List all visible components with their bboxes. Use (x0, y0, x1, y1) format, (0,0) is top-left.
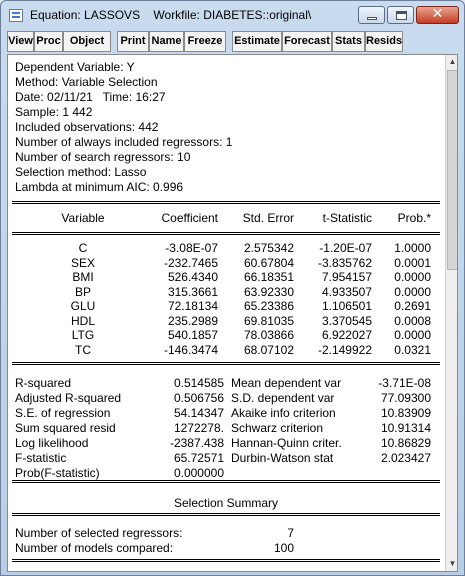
prob-cell: 0.0000 (394, 328, 431, 342)
header-line: Method: Variable Selection (15, 75, 158, 89)
variable-cell: LTG (71, 328, 95, 342)
resids-button[interactable]: Resids (365, 31, 403, 52)
column-header: Prob.* (397, 211, 431, 225)
close-button[interactable] (416, 6, 459, 24)
scrollbar-thumb[interactable] (447, 70, 458, 270)
table-rule (12, 559, 440, 562)
t-statistic-cell: 4.933507 (321, 284, 372, 299)
stat-label: S.E. of regression (15, 406, 111, 420)
coefficient-cell: 72.18134 (167, 299, 218, 313)
stat-value: 10.86829 (380, 436, 431, 450)
column-header: Variable (61, 211, 105, 225)
header-line: Sample: 1 442 (15, 105, 93, 119)
t-statistic-cell: -1.20E-07 (319, 241, 372, 255)
std-error-cell: 60.67804 (243, 255, 294, 270)
std-error-cell: 68.07102 (243, 342, 294, 357)
output-panel[interactable] (7, 54, 458, 572)
variable-cell: BP (74, 284, 91, 299)
prob-cell: 0.0321 (394, 342, 431, 357)
summary-label: Number of models compared: (15, 541, 174, 555)
t-statistic-cell: -2.149922 (317, 342, 372, 357)
stat-value: 2.023427 (380, 451, 431, 465)
stat-label: Prob(F-statistic) (15, 466, 100, 480)
t-statistic-cell: 3.370545 (321, 313, 372, 328)
stat-value: 0.000000 (173, 466, 224, 480)
prob-cell: 0.0008 (394, 313, 431, 328)
coefficient-cell: -3.08E-07 (165, 241, 218, 255)
table-rule (12, 362, 440, 365)
stat-label: Log likelihood (15, 436, 89, 450)
variable-cell: GLU (70, 299, 96, 313)
std-error-cell: 78.03866 (243, 328, 294, 342)
table-rule (12, 232, 440, 235)
stat-label: R-squared (15, 376, 72, 390)
stat-value: 1272278. (173, 421, 224, 435)
scroll-down-arrow-icon[interactable]: ▼ (448, 559, 457, 568)
prob-cell: 0.0001 (394, 255, 431, 270)
stat-value: 10.83909 (380, 406, 431, 420)
stat-value: 65.72571 (173, 451, 224, 465)
app-icon (9, 9, 23, 22)
stat-label: Hannan-Quinn criter. (231, 436, 342, 450)
stat-value: -3.71E-08 (378, 376, 431, 390)
forecast-button[interactable]: Forecast (282, 31, 332, 52)
estimate-button[interactable]: Estimate (232, 31, 282, 52)
maximize-icon (396, 11, 407, 20)
freeze-button[interactable]: Freeze (184, 31, 226, 52)
summary-value: 100 (273, 541, 294, 555)
coefficient-cell: -146.3474 (163, 342, 218, 357)
std-error-cell: 65.23386 (243, 299, 294, 313)
stat-value: -2387.438 (169, 436, 224, 450)
t-statistic-cell: 1.106501 (321, 299, 372, 313)
t-statistic-cell: -3.835762 (317, 255, 372, 270)
toolbar (7, 31, 458, 53)
variable-cell: TC (75, 342, 91, 357)
table-rule (12, 480, 440, 483)
prob-cell: 0.0000 (394, 270, 431, 284)
minimize-icon (367, 17, 377, 20)
selection-summary-title: Selection Summary (173, 496, 279, 510)
std-error-cell: 66.18351 (243, 270, 294, 284)
table-rule (12, 201, 440, 204)
stat-value: 0.514585 (173, 376, 224, 390)
coefficient-cell: 540.1857 (167, 328, 218, 342)
stat-value: 10.91314 (380, 421, 431, 435)
column-header: t-Statistic (322, 211, 372, 225)
object-button[interactable]: Object (63, 31, 111, 52)
proc-button[interactable]: Proc (34, 31, 63, 52)
std-error-cell: 2.575342 (243, 241, 294, 255)
close-icon: ✕ (431, 6, 444, 22)
stat-value: 54.14347 (173, 406, 224, 420)
header-line: Date: 02/11/21 Time: 16:27 (15, 90, 166, 104)
stat-value: 0.506756 (173, 391, 224, 405)
header-line: Lambda at minimum AIC: 0.996 (15, 180, 184, 194)
variable-cell: BMI (72, 270, 94, 284)
prob-cell: 1.0000 (394, 241, 431, 255)
vertical-scrollbar[interactable] (445, 55, 458, 571)
name-button[interactable]: Name (149, 31, 184, 52)
header-line: Selection method: Lasso (15, 165, 147, 179)
stat-label: Akaike info criterion (231, 406, 336, 420)
header-line: Included observations: 442 (15, 120, 159, 134)
summary-label: Number of selected regressors: (15, 526, 183, 540)
estimation-output (8, 55, 445, 571)
header-line: Dependent Variable: Y (15, 60, 135, 74)
prob-cell: 0.2691 (394, 299, 431, 313)
stat-label: Adjusted R-squared (15, 391, 122, 405)
stat-label: Sum squared resid (15, 421, 116, 435)
minimize-button[interactable] (358, 6, 385, 24)
std-error-cell: 63.92330 (243, 284, 294, 299)
stat-label: F-statistic (15, 451, 67, 465)
table-rule (12, 513, 440, 516)
t-statistic-cell: 7.954157 (321, 270, 372, 284)
column-header: Coefficient (161, 211, 218, 225)
summary-value: 7 (287, 526, 294, 540)
stat-value: 77.09300 (380, 391, 431, 405)
variable-cell: C (78, 241, 88, 255)
scroll-up-arrow-icon[interactable]: ▲ (448, 57, 457, 66)
print-button[interactable]: Print (117, 31, 149, 52)
coefficient-cell: 526.4340 (167, 270, 218, 284)
variable-cell: HDL (70, 313, 95, 328)
title-bar[interactable] (1, 1, 464, 29)
prob-cell: 0.0000 (394, 284, 431, 299)
header-line: Number of always included regressors: 1 (15, 135, 233, 149)
stat-label: Durbin-Watson stat (231, 451, 334, 465)
stats-button[interactable]: Stats (332, 31, 365, 52)
header-line: Number of search regressors: 10 (15, 150, 191, 164)
view-button[interactable]: View (7, 31, 34, 52)
maximize-button[interactable] (387, 6, 414, 24)
t-statistic-cell: 6.922027 (321, 328, 372, 342)
column-header: Std. Error (242, 211, 294, 225)
window-title: Equation: LASSOVS Workfile: DIABETES::original\ (30, 8, 312, 22)
variable-cell: SEX (70, 255, 95, 270)
coefficient-cell: -232.7465 (163, 255, 218, 270)
coefficient-cell: 315.3661 (167, 284, 218, 299)
stat-label: Mean dependent var (231, 376, 342, 390)
stat-label: S.D. dependent var (231, 391, 335, 405)
std-error-cell: 69.81035 (243, 313, 294, 328)
coefficient-cell: 235.2989 (167, 313, 218, 328)
stat-label: Schwarz criterion (231, 421, 324, 435)
